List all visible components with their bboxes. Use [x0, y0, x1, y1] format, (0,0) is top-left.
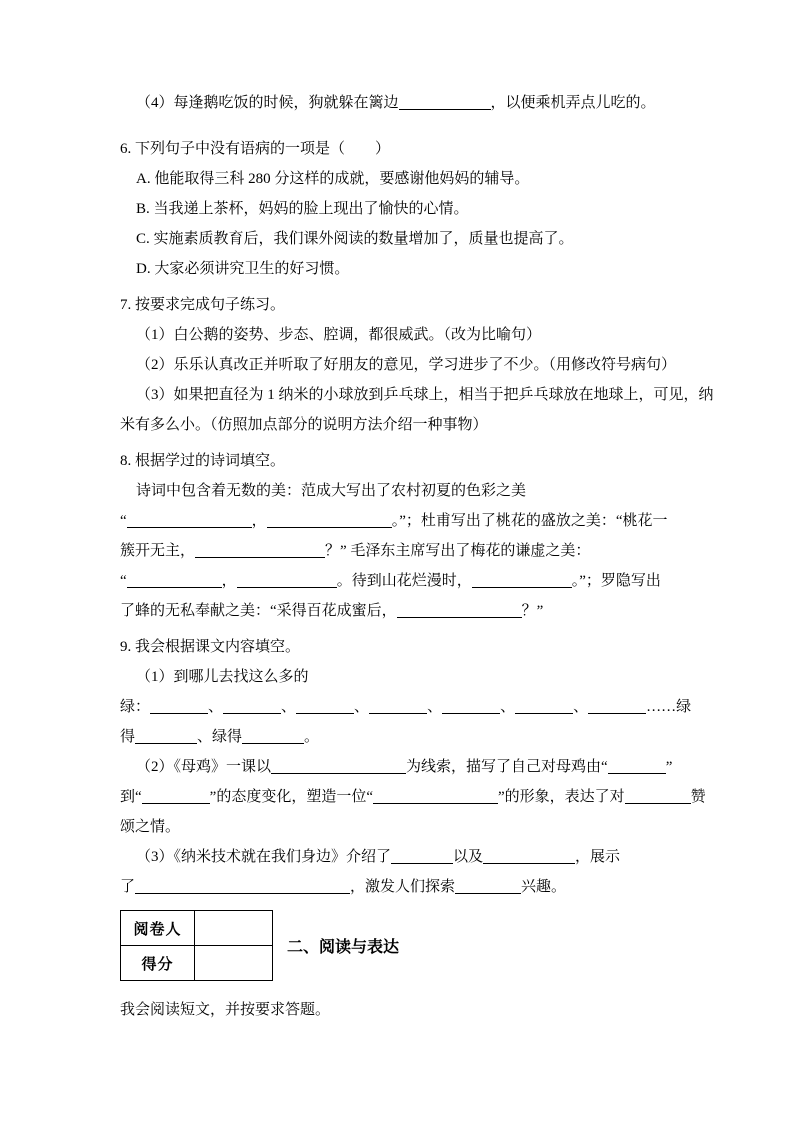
fill-in-blank	[373, 787, 498, 804]
text-segment: B. 当我递上茶杯，妈妈的脸上现出了愉快的心情。	[136, 201, 469, 217]
grading-table-score-label: 得分	[121, 946, 195, 981]
grading-table-grader-row	[121, 911, 273, 946]
q9-item3-line2	[120, 872, 733, 902]
text-segment: ，以便乘机弄点儿吃的。	[490, 95, 656, 111]
text-segment: 、	[573, 699, 589, 715]
grading-table	[120, 910, 273, 981]
q6-option-a	[120, 164, 733, 194]
fill-in-blank	[397, 601, 522, 618]
fill-in-blank	[195, 541, 325, 558]
text-segment: 为线索，描写了自己对母鸡由“	[406, 759, 608, 775]
text-segment: “	[120, 573, 127, 589]
text-segment: ……绿	[646, 699, 692, 715]
fill-in-blank	[515, 697, 573, 714]
fill-in-blank	[608, 757, 666, 774]
grading-section	[120, 910, 733, 981]
text-segment: 得	[120, 729, 136, 745]
text-segment: 、	[427, 699, 443, 715]
fill-in-blank	[267, 511, 392, 528]
text-segment: ，激发人们探索	[350, 879, 456, 895]
text-segment: 7. 按要求完成句子练习。	[120, 297, 286, 313]
text-segment: （2）乐乐认真改正并听取了好朋友的意见，学习进步了不少。（用修改符号病句）	[136, 357, 677, 373]
fill-in-blank	[588, 697, 646, 714]
q7-item1	[120, 320, 733, 350]
fill-in-blank	[442, 697, 500, 714]
text-segment: 兴趣。	[521, 879, 567, 895]
fill-in-blank	[369, 697, 427, 714]
fill-in-blank	[135, 877, 350, 894]
grading-table-score-value	[195, 946, 273, 981]
text-segment: ？” 毛泽东主席写出了梅花的谦虚之美：	[325, 543, 591, 559]
text-segment: A. 他能取得三科 280 分这样的成就，要感谢他妈妈的辅导。	[136, 171, 530, 187]
document-lines	[120, 88, 733, 902]
fill-in-blank	[391, 847, 453, 864]
grading-table-grader-value	[195, 911, 273, 946]
text-segment: 颂之情。	[120, 819, 181, 835]
text-segment: 、	[281, 699, 297, 715]
text-segment: （1）白公鹅的姿势、步态、腔调，都很威武。（改为比喻句）	[136, 327, 542, 343]
fill-in-blank	[625, 787, 691, 804]
text-segment: ”	[665, 759, 673, 775]
q9-stem	[120, 632, 733, 662]
q6-option-c	[120, 224, 733, 254]
text-segment: D. 大家必须讲究卫生的好习惯。	[136, 261, 350, 277]
fill-in-blank	[296, 697, 354, 714]
text-segment: 。”；罗隐写出	[571, 573, 661, 589]
q7-item3-line1	[120, 380, 733, 410]
q9-item1-line1	[120, 662, 733, 692]
q8-line2	[120, 506, 733, 536]
q6-option-b	[120, 194, 733, 224]
q8-stem	[120, 446, 733, 476]
text-segment: 、	[500, 699, 516, 715]
fill-in-blank	[483, 847, 575, 864]
text-segment: 赞	[690, 789, 706, 805]
text-segment: （3）如果把直径为 1 纳米的小球放到乒乓球上，相当于把乒乓球放在地球上，可见，纳	[136, 387, 714, 403]
text-segment: ？”	[521, 603, 544, 619]
fill-in-blank	[150, 697, 208, 714]
text-segment: C. 实施素质教育后，我们课外阅读的数量增加了，质量也提高了。	[136, 231, 574, 247]
section2-heading: 二、阅读与表达	[287, 939, 400, 956]
q7-item3-line2	[120, 410, 733, 440]
text-segment: ”的形象，表达了对	[498, 789, 625, 805]
fill-in-blank	[127, 511, 252, 528]
text-segment: ”的态度变化，塑造一位“	[209, 789, 373, 805]
q8-line1	[120, 476, 733, 506]
text-segment: 簇开无主，	[120, 543, 196, 559]
text-segment: 、	[354, 699, 370, 715]
text-segment: 了蜂的无私奉献之美：“采得百花成蜜后，	[120, 603, 397, 619]
fill-in-blank	[135, 727, 197, 744]
q6-option-d	[120, 254, 733, 284]
q9-item1-line3	[120, 722, 733, 752]
text-segment: ，	[251, 513, 267, 529]
text-segment: ，	[221, 573, 237, 589]
text-segment: 绿：	[120, 699, 151, 715]
q9-item2-line2	[120, 782, 733, 812]
text-segment: 、	[208, 699, 224, 715]
text-segment: 9. 我会根据课文内容填空。	[120, 639, 301, 655]
q7-stem	[120, 290, 733, 320]
fill-in-blank	[127, 571, 222, 588]
fill-in-blank	[237, 571, 337, 588]
text-segment: 以及	[453, 849, 484, 865]
section2-intro: 我会阅读短文，并按要求答题。	[120, 1002, 331, 1018]
fill-in-blank	[142, 787, 210, 804]
q9-item1-line2	[120, 692, 733, 722]
q6-stem	[120, 134, 733, 164]
q8-line5	[120, 596, 733, 626]
text-segment: “	[120, 513, 127, 529]
q8-line3	[120, 536, 733, 566]
text-segment: 。”；杜甫写出了桃花的盛放之美：“桃花一	[391, 513, 668, 529]
text-segment: （1）到哪儿去找这么多的	[136, 669, 309, 685]
q7-item2	[120, 350, 733, 380]
text-segment: ，展示	[575, 849, 621, 865]
q8-line4	[120, 566, 733, 596]
fill-in-blank	[472, 571, 572, 588]
text-segment: 6. 下列句子中没有语病的一项是（ ）	[120, 141, 391, 157]
fill-in-blank	[223, 697, 281, 714]
fill-in-blank	[455, 877, 521, 894]
text-segment: （4）每逢鹅吃饭的时候，狗就躲在篱边	[136, 95, 399, 111]
grading-table-grader-label: 阅卷人	[121, 911, 195, 946]
fill-in-blank	[271, 757, 406, 774]
text-segment: 到“	[120, 789, 142, 805]
q9-item2-line3	[120, 812, 733, 842]
text-segment: （2）《母鸡》一课以	[136, 759, 272, 775]
q9-item2-line1	[120, 752, 733, 782]
text-segment: （3）《纳米技术就在我们身边》介绍了	[136, 849, 392, 865]
fill-in-blank	[399, 93, 491, 110]
text-segment: 、绿得	[197, 729, 243, 745]
fill-in-blank	[242, 727, 304, 744]
grading-table-score-row	[121, 946, 273, 981]
q9-item3-line1	[120, 842, 733, 872]
text-segment: 。	[304, 729, 320, 745]
text-segment: 诗词中包含着无数的美：范成大写出了农村初夏的色彩之美	[136, 483, 527, 499]
text-segment: 8. 根据学过的诗词填空。	[120, 453, 286, 469]
q5-item4-line	[120, 88, 733, 118]
text-segment: 。待到山花烂漫时，	[336, 573, 472, 589]
text-segment: 米有多么小。（仿照加点部分的说明方法介绍一种事物）	[120, 417, 488, 433]
text-segment: 了	[120, 879, 136, 895]
